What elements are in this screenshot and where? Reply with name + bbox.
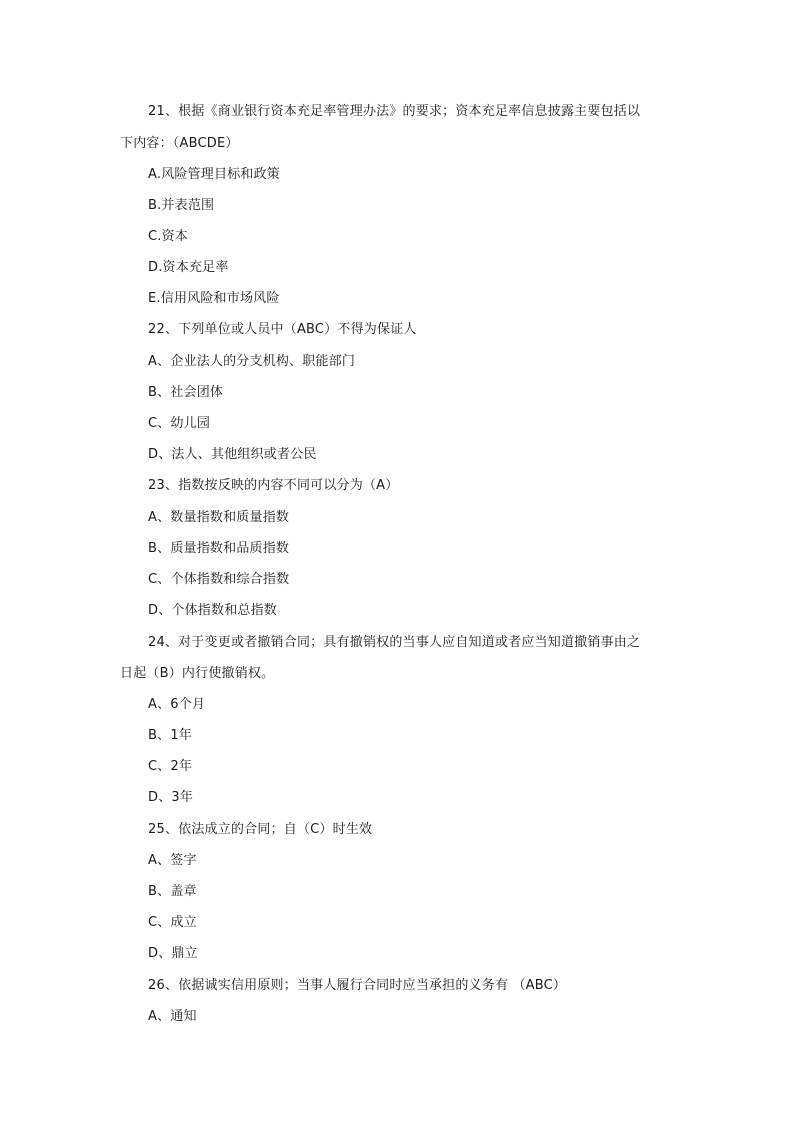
option-line: B、1年 [148, 728, 192, 743]
question-25: 25、依法成立的合同；自（C）时生效 [148, 822, 373, 837]
option-line: D、个体指数和总指数 [148, 603, 278, 618]
option-line: C、成立 [148, 915, 197, 930]
option-line: A、企业法人的分支机构、职能部门 [148, 354, 356, 369]
question-21-line-2: 下内容：（ABCDE） [120, 136, 239, 151]
option-line: A、数量指数和质量指数 [148, 510, 290, 525]
question-23: 23、指数按反映的内容不同可以分为（A） [148, 478, 399, 493]
option-line: B、社会团体 [148, 385, 224, 400]
question-22: 22、下列单位或人员中（ABC）不得为保证人 [148, 322, 417, 337]
option-line: B.并表范围 [148, 198, 215, 213]
option-line: B、盖章 [148, 884, 197, 899]
option-line: D.资本充足率 [148, 260, 229, 275]
question-26: 26、依据诚实信用原则；当事人履行合同时应当承担的义务有 （ABC） [148, 978, 567, 993]
option-line: A.风险管理目标和政策 [148, 167, 280, 182]
option-line: D、鼎立 [148, 946, 198, 961]
option-line: A、签字 [148, 853, 197, 868]
question-24-line-2: 日起（B）内行使撤销权。 [120, 666, 275, 681]
option-line: D、3年 [148, 790, 194, 805]
option-line: C、2年 [148, 759, 193, 774]
question-24-line-1: 24、对于变更或者撤销合同；具有撤销权的当事人应自知道或者应当知道撤销事由之 [148, 635, 641, 650]
option-line: A、6个月 [148, 697, 206, 712]
option-line: A、通知 [148, 1009, 197, 1024]
question-21-line-1: 21、根据《商业银行资本充足率管理办法》的要求；资本充足率信息披露主要包括以 [148, 104, 641, 119]
option-line: C.资本 [148, 229, 189, 244]
option-line: B、质量指数和品质指数 [148, 541, 290, 556]
option-line: E.信用风险和市场风险 [148, 291, 280, 306]
option-line: D、法人、其他组织或者公民 [148, 447, 317, 462]
option-line: C、个体指数和综合指数 [148, 572, 290, 587]
option-line: C、幼儿园 [148, 416, 211, 431]
